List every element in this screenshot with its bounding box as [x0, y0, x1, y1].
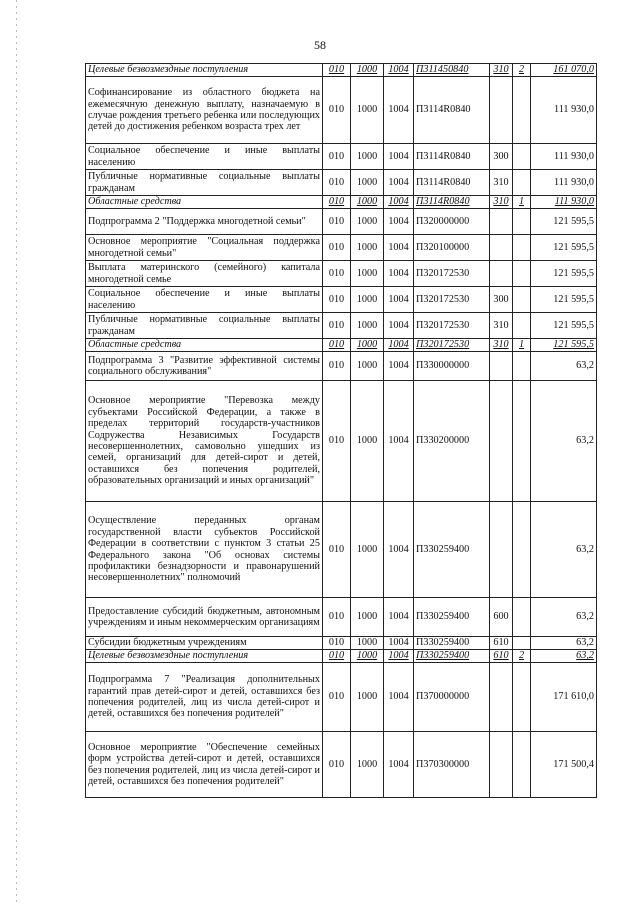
budget-table-body — [86, 64, 597, 798]
funding-source-code-cell — [513, 502, 531, 598]
subsection-code-cell: 1004 — [384, 209, 414, 235]
ministry-code-cell: 010 — [323, 209, 351, 235]
section-code-cell: 1000 — [351, 209, 384, 235]
ministry-code-cell: 010 — [323, 732, 351, 798]
funding-source-code-cell: 2 — [513, 64, 531, 77]
table-row — [86, 64, 597, 77]
funding-source-code-cell — [513, 598, 531, 637]
expense-type-code-cell — [490, 235, 513, 261]
subsection-code-cell: 1004 — [384, 77, 414, 144]
budget-item-name-cell: Областные средства — [86, 196, 323, 209]
section-code-cell: 1000 — [351, 650, 384, 663]
expense-type-code-cell: 310 — [490, 313, 513, 339]
ministry-code-cell: 010 — [323, 196, 351, 209]
amount-cell: 121 595,5 — [531, 313, 597, 339]
subsection-code-cell: 1004 — [384, 650, 414, 663]
page-number: 58 — [314, 38, 326, 52]
target-article-code-cell: П320000000 — [414, 209, 490, 235]
budget-item-name-cell: Подпрограмма 2 "Поддержка многодетной семьи" — [86, 209, 323, 235]
budget-item-name-cell: Субсидии бюджетным учреждениям — [86, 637, 323, 650]
budget-item-name-cell: Основное мероприятие "Перевозка между субъектами Российской Федерации, а также в пределах территорий государств-участников Содружества Независимых Государств несовершеннолетних, самовольно ушедших из семей, организаций для детей-сирот и детей, оставшихся без попечения родителей, образовательных организаций и иных организаций" — [86, 381, 323, 502]
subsection-code-cell: 1004 — [384, 144, 414, 170]
budget-item-name-cell: Социальное обеспечение и иные выплаты населению — [86, 287, 323, 313]
table-row — [86, 732, 597, 798]
budget-item-name-cell: Предоставление субсидий бюджетным, автономным учреждениям и иным некоммерческим организациям — [86, 598, 323, 637]
table-row — [86, 352, 597, 381]
expense-type-code-cell — [490, 732, 513, 798]
section-code-cell: 1000 — [351, 170, 384, 196]
budget-item-name-cell: Основное мероприятие "Обеспечение семейных форм устройства детей-сирот и детей, оставшихся без попечения родителей, лиц из числа детей-сирот и детей, оставшихся без попечения родителей" — [86, 732, 323, 798]
table-row — [86, 77, 597, 144]
amount-cell: 121 595,5 — [531, 209, 597, 235]
funding-source-code-cell — [513, 381, 531, 502]
budget-table — [85, 63, 597, 798]
subsection-code-cell: 1004 — [384, 313, 414, 339]
funding-source-code-cell — [513, 663, 531, 732]
table-row — [86, 339, 597, 352]
target-article-code-cell: П320100000 — [414, 235, 490, 261]
subsection-code-cell: 1004 — [384, 663, 414, 732]
budget-item-name-cell: Подпрограмма 7 "Реализация дополнительных гарантий прав детей-сирот и детей, оставшихся без попечения родителей, лиц из числа детей-сирот и детей, оставшихся без попечения родителей" — [86, 663, 323, 732]
section-code-cell: 1000 — [351, 663, 384, 732]
ministry-code-cell: 010 — [323, 144, 351, 170]
target-article-code-cell: П330200000 — [414, 381, 490, 502]
ministry-code-cell: 010 — [323, 170, 351, 196]
ministry-code-cell: 010 — [323, 287, 351, 313]
table-row — [86, 637, 597, 650]
target-article-code-cell: П330259400 — [414, 502, 490, 598]
amount-cell: 63,2 — [531, 650, 597, 663]
table-row — [86, 170, 597, 196]
expense-type-code-cell — [490, 261, 513, 287]
section-code-cell: 1000 — [351, 313, 384, 339]
ministry-code-cell: 010 — [323, 598, 351, 637]
funding-source-code-cell — [513, 637, 531, 650]
budget-item-name-cell: Софинансирование из областного бюджета на ежемесячную денежную выплату, назначаемую в случае рождения третьего ребенка или последующих детей до достижения ребенком возраста трех лет — [86, 77, 323, 144]
budget-item-name-cell: Публичные нормативные социальные выплаты гражданам — [86, 170, 323, 196]
target-article-code-cell: П320172530 — [414, 261, 490, 287]
funding-source-code-cell — [513, 313, 531, 339]
section-code-cell: 1000 — [351, 77, 384, 144]
target-article-code-cell: П370000000 — [414, 663, 490, 732]
subsection-code-cell: 1004 — [384, 637, 414, 650]
amount-cell: 121 595,5 — [531, 235, 597, 261]
target-article-code-cell: П3114R0840 — [414, 170, 490, 196]
funding-source-code-cell — [513, 261, 531, 287]
section-code-cell: 1000 — [351, 235, 384, 261]
ministry-code-cell: 010 — [323, 261, 351, 287]
amount-cell: 171 500,4 — [531, 732, 597, 798]
section-code-cell: 1000 — [351, 339, 384, 352]
amount-cell: 111 930,0 — [531, 144, 597, 170]
subsection-code-cell: 1004 — [384, 352, 414, 381]
binding-margin-line — [16, 0, 17, 905]
section-code-cell: 1000 — [351, 732, 384, 798]
target-article-code-cell: П3114R0840 — [414, 144, 490, 170]
section-code-cell: 1000 — [351, 64, 384, 77]
amount-cell: 63,2 — [531, 637, 597, 650]
expense-type-code-cell — [490, 502, 513, 598]
table-row — [86, 144, 597, 170]
section-code-cell: 1000 — [351, 381, 384, 502]
amount-cell: 121 595,5 — [531, 261, 597, 287]
budget-item-name-cell: Публичные нормативные социальные выплаты гражданам — [86, 313, 323, 339]
amount-cell: 63,2 — [531, 598, 597, 637]
target-article-code-cell: П370300000 — [414, 732, 490, 798]
funding-source-code-cell — [513, 732, 531, 798]
expense-type-code-cell — [490, 209, 513, 235]
funding-source-code-cell — [513, 77, 531, 144]
target-article-code-cell: П330259400 — [414, 637, 490, 650]
ministry-code-cell: 010 — [323, 235, 351, 261]
table-row — [86, 663, 597, 732]
amount-cell: 63,2 — [531, 352, 597, 381]
section-code-cell: 1000 — [351, 502, 384, 598]
expense-type-code-cell: 610 — [490, 650, 513, 663]
expense-type-code-cell: 310 — [490, 196, 513, 209]
subsection-code-cell: 1004 — [384, 598, 414, 637]
target-article-code-cell: П3114R0840 — [414, 196, 490, 209]
section-code-cell: 1000 — [351, 196, 384, 209]
ministry-code-cell: 010 — [323, 339, 351, 352]
table-row — [86, 209, 597, 235]
expense-type-code-cell: 310 — [490, 64, 513, 77]
budget-item-name-cell: Осуществление переданных органам государственной власти субъектов Российской Федерации в соответствии с пунктом 3 статьи 25 Федерального закона "Об основах системы профилактики безнадзорности и правонарушений несовершеннолетних" полномочий — [86, 502, 323, 598]
amount-cell: 111 930,0 — [531, 196, 597, 209]
subsection-code-cell: 1004 — [384, 196, 414, 209]
ministry-code-cell: 010 — [323, 352, 351, 381]
budget-item-name-cell: Целевые безвозмездные поступления — [86, 650, 323, 663]
table-row — [86, 381, 597, 502]
funding-source-code-cell — [513, 144, 531, 170]
expense-type-code-cell: 600 — [490, 598, 513, 637]
subsection-code-cell: 1004 — [384, 502, 414, 598]
target-article-code-cell: П320172530 — [414, 313, 490, 339]
budget-item-name-cell: Областные средства — [86, 339, 323, 352]
expense-type-code-cell — [490, 352, 513, 381]
budget-item-name-cell: Социальное обеспечение и иные выплаты населению — [86, 144, 323, 170]
amount-cell: 111 930,0 — [531, 170, 597, 196]
expense-type-code-cell — [490, 77, 513, 144]
subsection-code-cell: 1004 — [384, 339, 414, 352]
subsection-code-cell: 1004 — [384, 732, 414, 798]
ministry-code-cell: 010 — [323, 313, 351, 339]
ministry-code-cell: 010 — [323, 502, 351, 598]
target-article-code-cell: П330259400 — [414, 650, 490, 663]
section-code-cell: 1000 — [351, 637, 384, 650]
funding-source-code-cell — [513, 235, 531, 261]
table-row — [86, 650, 597, 663]
funding-source-code-cell — [513, 170, 531, 196]
target-article-code-cell: П3114R0840 — [414, 77, 490, 144]
funding-source-code-cell: 2 — [513, 650, 531, 663]
funding-source-code-cell: 1 — [513, 339, 531, 352]
expense-type-code-cell — [490, 381, 513, 502]
table-row — [86, 598, 597, 637]
amount-cell: 111 930,0 — [531, 77, 597, 144]
funding-source-code-cell — [513, 287, 531, 313]
target-article-code-cell: П330259400 — [414, 598, 490, 637]
table-row — [86, 261, 597, 287]
section-code-cell: 1000 — [351, 261, 384, 287]
subsection-code-cell: 1004 — [384, 261, 414, 287]
expense-type-code-cell: 300 — [490, 287, 513, 313]
amount-cell: 63,2 — [531, 502, 597, 598]
amount-cell: 63,2 — [531, 381, 597, 502]
section-code-cell: 1000 — [351, 598, 384, 637]
table-row — [86, 502, 597, 598]
section-code-cell: 1000 — [351, 287, 384, 313]
amount-cell: 121 595,5 — [531, 339, 597, 352]
target-article-code-cell: П311450840 — [414, 64, 490, 77]
budget-item-name-cell: Подпрограмма 3 "Развитие эффективной системы социального обслуживания" — [86, 352, 323, 381]
funding-source-code-cell — [513, 352, 531, 381]
funding-source-code-cell — [513, 209, 531, 235]
expense-type-code-cell — [490, 663, 513, 732]
target-article-code-cell: П330000000 — [414, 352, 490, 381]
expense-type-code-cell: 310 — [490, 170, 513, 196]
subsection-code-cell: 1004 — [384, 235, 414, 261]
section-code-cell: 1000 — [351, 144, 384, 170]
target-article-code-cell: П320172530 — [414, 287, 490, 313]
target-article-code-cell: П320172530 — [414, 339, 490, 352]
amount-cell: 161 070,0 — [531, 64, 597, 77]
subsection-code-cell: 1004 — [384, 287, 414, 313]
subsection-code-cell: 1004 — [384, 381, 414, 502]
amount-cell: 171 610,0 — [531, 663, 597, 732]
table-row — [86, 235, 597, 261]
ministry-code-cell: 010 — [323, 64, 351, 77]
table-row — [86, 313, 597, 339]
ministry-code-cell: 010 — [323, 77, 351, 144]
amount-cell: 121 595,5 — [531, 287, 597, 313]
subsection-code-cell: 1004 — [384, 64, 414, 77]
ministry-code-cell: 010 — [323, 663, 351, 732]
ministry-code-cell: 010 — [323, 637, 351, 650]
ministry-code-cell: 010 — [323, 381, 351, 502]
table-row — [86, 287, 597, 313]
expense-type-code-cell: 310 — [490, 339, 513, 352]
table-row — [86, 196, 597, 209]
subsection-code-cell: 1004 — [384, 170, 414, 196]
funding-source-code-cell: 1 — [513, 196, 531, 209]
budget-item-name-cell: Целевые безвозмездные поступления — [86, 64, 323, 77]
budget-item-name-cell: Основное мероприятие "Социальная поддержка многодетной семьи" — [86, 235, 323, 261]
expense-type-code-cell: 610 — [490, 637, 513, 650]
expense-type-code-cell: 300 — [490, 144, 513, 170]
section-code-cell: 1000 — [351, 352, 384, 381]
ministry-code-cell: 010 — [323, 650, 351, 663]
budget-item-name-cell: Выплата материнского (семейного) капитала многодетной семье — [86, 261, 323, 287]
